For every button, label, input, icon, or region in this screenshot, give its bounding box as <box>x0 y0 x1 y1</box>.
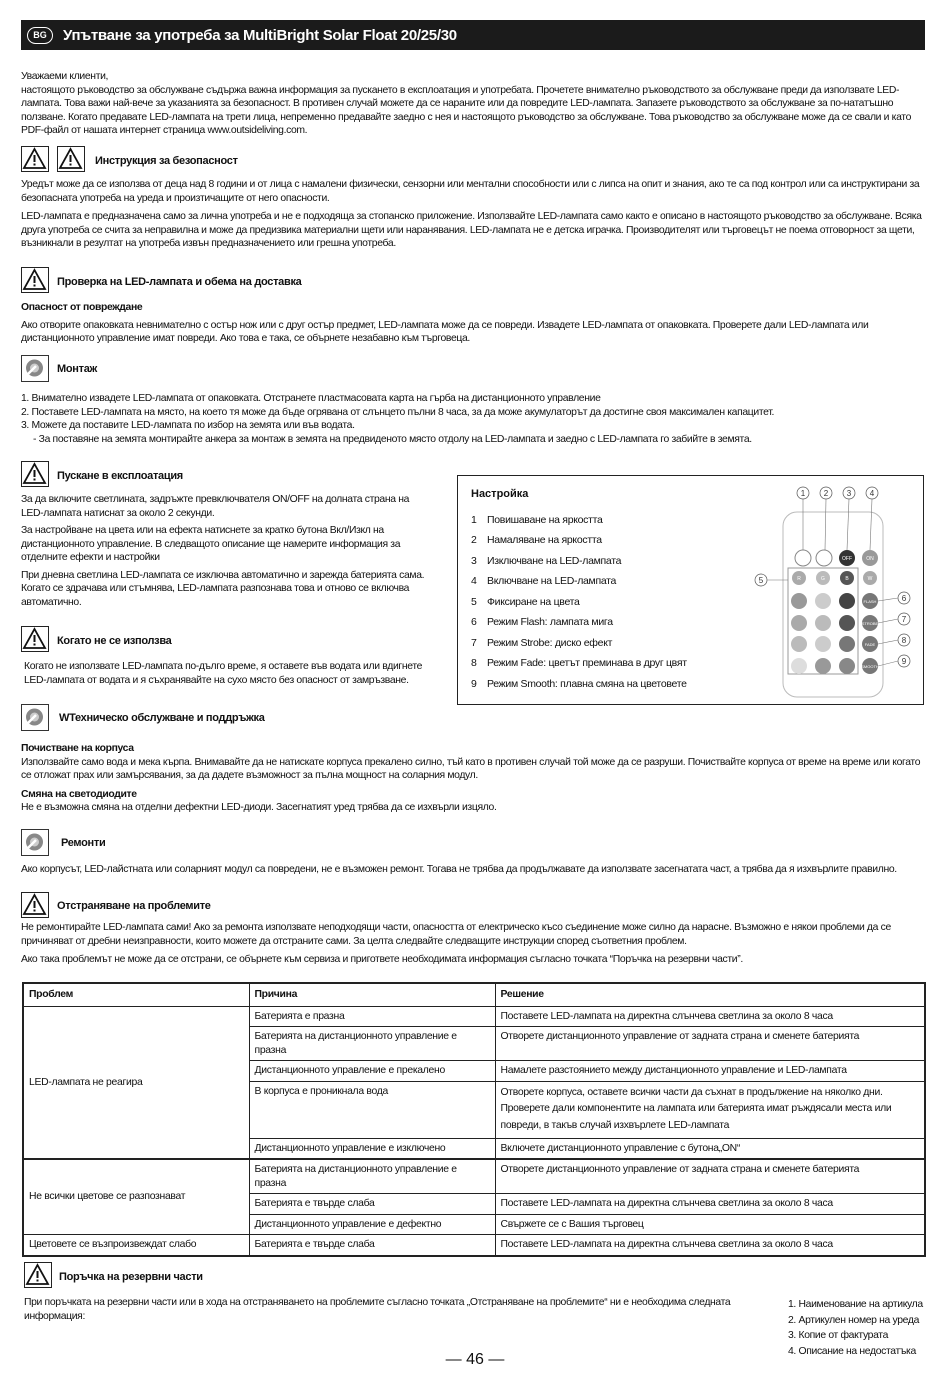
settings-item: 1 Повишаване на яркостта <box>471 514 603 526</box>
off-button-label: OFF <box>842 556 852 562</box>
cause-cell: Дистанционното управление е изключено <box>249 1138 495 1159</box>
repairs-title: Ремонти <box>61 837 106 849</box>
solution-cell: Поставете LED-лампата на директна слънчева светлина за около 8 часа <box>495 1006 925 1027</box>
warning-icon <box>21 461 49 487</box>
svg-text:8: 8 <box>901 636 907 645</box>
trouble-title: Отстраняване на проблемите <box>57 900 211 912</box>
settings-item: 8 Режим Fade: цветът преминава в друг цвят <box>471 657 687 669</box>
list-item: 1. Наименование на артикула <box>788 1299 923 1310</box>
svg-text:1: 1 <box>800 489 806 498</box>
parts-title: Поръчка на резервни части <box>59 1271 203 1283</box>
check-section <box>21 301 926 346</box>
check-text: Ако отворите опаковката невнимателно с остър нож или с друг остър предмет, LED-лампата може да се повреди. Извадете LED-лампата от опаковката. Проверете дали LED-лампата или дистанционното управление имат повреди. Ако това е така, се обърнете незабавно към търговеца. <box>21 319 869 345</box>
safety-paragraph: Уредът може да се използва от деца над 8 години и от лица с намалени физически, сензорни или ментални способности или с липса на опит и знания, ако те са под контрол или са инструктирани за безопасната употреба на уреда и произтичащите от него опасности. <box>21 179 920 204</box>
parts-text: При поръчката на резервни части или в хода на отстраняването на проблемите съгласно точката „Отстраняване на проблемите“ ни е необходима следната информация: <box>24 1297 731 1322</box>
column-header: Решение <box>495 983 925 1006</box>
warning-icon <box>24 1262 52 1288</box>
mount-steps <box>21 392 926 446</box>
tool-icon <box>21 829 49 856</box>
solution-cell: Отворете дистанционното управление от задната страна и сменете батерията <box>495 1159 925 1194</box>
unused-title: Когато не се използва <box>57 635 172 647</box>
warning-icon <box>57 146 85 172</box>
svg-text:4: 4 <box>869 489 875 498</box>
tool-icon <box>21 355 49 382</box>
svg-text:7: 7 <box>901 615 907 624</box>
cause-cell: Дистанционното управление е прекалено <box>249 1061 495 1082</box>
list-item: 2. Артикулен номер на уреда <box>788 1314 920 1326</box>
problem-cell: Не всички цветове се разпознават <box>23 1159 249 1235</box>
mount-step: 1. Внимателно извадете LED-лампата от опаковката. Отстранете пластмасовата карта на гърба на дистанционното управление <box>21 393 601 404</box>
trouble-paragraph: Ако така проблемът не може да се отстрани, се обърнете към сервиза и пригответе необходимата информация съгласно точката “Поръчка на резервни части”. <box>21 954 743 966</box>
intro-text: настоящото ръководство за обслужване съдържа важна информация за пускането в експлоатация и употребата. Прочетете внимателно ръководството за обслужване преди да използвате LED-лампата. Това важи най-вече за указанията за безопасност. В противен случай можете да се нараните или да повредите LED-лампата. Запазете ръководството за обслужване за по-нататъшно ползване. Когато предавате LED-лампата на трети лица, непременно предавайте заедно с нея и настоящото ръководство за обслужване. Това ръководство за обслужване може да се свали и като PDF-файл от нашата интернет страница www.outsideliving.com. <box>21 84 912 137</box>
maintenance-title: WТехническо обслужване и поддръжка <box>59 712 265 724</box>
warning-icon <box>21 146 49 172</box>
svg-text:2: 2 <box>823 489 829 498</box>
list-item: 3. Копие от фактурата <box>788 1330 889 1342</box>
page-number: — 46 — <box>445 1351 505 1368</box>
cause-cell: Батерията е твърде слаба <box>249 1194 495 1215</box>
check-subtitle: Опасност от повреждане <box>21 302 143 313</box>
warning-icon <box>21 626 49 652</box>
svg-text:B: B <box>845 576 849 582</box>
solution-cell: Поставете LED-лампата на директна слънчева светлина за около 8 часа <box>495 1194 925 1215</box>
safety-section <box>21 178 926 251</box>
svg-text:3: 3 <box>846 489 852 498</box>
safety-paragraph: LED-лампата е предназначена само за лична употреба и не е подходяща за стопанско приложение. Използвайте LED-лампата само както е описано в настоящото ръководство за обслужване. Всяка друга употреба се счита за неправилна и може да предизвика материални щети или наранявания. LED-лампата не е детска играчка. Производителят или търговецът не поема отговорност за щети, възникнали в резултат на употреба извън предназначението или грешна употреба. <box>21 211 922 250</box>
svg-text:FADE: FADE <box>864 642 876 647</box>
settings-item: 6 Режим Flash: лампата мига <box>471 616 613 628</box>
table-row <box>23 1235 925 1256</box>
cause-cell: Батерията е твърде слаба <box>249 1235 495 1256</box>
list-item: 4. Описание на недостатъка <box>788 1345 916 1357</box>
settings-item: 2 Намаляване на яркостта <box>471 534 602 546</box>
settings-item: 9 Режим Smooth: плавна смяна на цветовете <box>471 678 687 690</box>
settings-panel <box>457 475 924 705</box>
language-badge: BG <box>27 27 53 44</box>
on-button-label: ON <box>866 556 874 562</box>
remote-control-illustration <box>753 484 913 699</box>
intro-section <box>21 70 926 138</box>
column-header: Причина <box>249 983 495 1006</box>
table-row <box>23 1159 925 1194</box>
tool-icon <box>21 704 49 731</box>
mount-step: 3. Можете да поставите LED-лампата по избор на земята или във водата. <box>21 420 355 432</box>
settings-title: Настройка <box>471 488 529 500</box>
settings-item: 4 Включване на LED-лампата <box>471 575 617 587</box>
cause-cell: Батерията на дистанционното управление е празна <box>249 1027 495 1061</box>
operation-section <box>21 493 426 609</box>
cause-cell: Батерията на дистанционното управление е празна <box>249 1159 495 1194</box>
repairs-text: Ако корпусът, LED-лайстната или соларният модул са повредени, не е възможен ремонт. Тогава не трябва да продължавате да използвате засегнатата част, а трябва да я изхвърлите правилно. <box>21 864 897 875</box>
table-row <box>23 1006 925 1027</box>
table-header-row <box>23 983 925 1006</box>
solution-cell: Отворете дистанционното управление от задната страна и сменете батерията <box>495 1027 925 1061</box>
problem-cell: Цветовете се възпроизвеждат слабо <box>23 1235 249 1256</box>
cause-cell: Батерията е празна <box>249 1006 495 1027</box>
problem-cell: LED-лампата не реагира <box>23 1006 249 1159</box>
maintenance-subtitle: Смяна на светодиодите <box>21 788 137 800</box>
settings-item: 7 Режим Strobe: диско ефект <box>471 637 613 649</box>
svg-text:STROBE: STROBE <box>861 621 879 626</box>
svg-text:9: 9 <box>901 657 907 666</box>
page-header <box>21 20 925 50</box>
column-header: Проблем <box>23 983 249 1006</box>
svg-text:6: 6 <box>901 594 907 603</box>
cause-cell: Дистанционното управление е дефектно <box>249 1214 495 1235</box>
trouble-section <box>21 921 926 967</box>
check-title: Проверка на LED-лампата и обема на доставка <box>57 276 302 288</box>
solution-cell: Поставете LED-лампата на директна слънчева светлина за около 8 часа <box>495 1235 925 1256</box>
safety-title: Инструкция за безопасност <box>95 155 238 167</box>
svg-text:G: G <box>821 576 825 582</box>
operation-title: Пускане в експлоатация <box>57 470 183 482</box>
troubleshooting-table <box>22 982 926 1257</box>
svg-text:R: R <box>797 576 801 582</box>
svg-text:FLASH: FLASH <box>863 599 877 604</box>
settings-item: 5 Фиксиране на цвета <box>471 596 580 608</box>
mount-step: - За поставяне на земята монтирайте анкера за монтаж в земята на предвиденото място отдолу на LED-лампата и заедно с LED-лампата го забийте в земята. <box>33 433 752 445</box>
svg-text:W: W <box>867 576 873 582</box>
trouble-paragraph: Не ремонтирайте LED-лампата сами! Ако за ремонта използвате неподходящи части, опасността от електрическо късо съединение може силно да нарасне. Възможно е някои проблеми да се причиняват от дребни неизправности, които можете да отстраните сами. За целта следвайте следващите инструкции според съответния проблем. <box>21 922 891 947</box>
maintenance-text: Използвайте само вода и мека кърпа. Внимавайте да не натискате корпуса прекалено силно, тъй като в противен случай той може да се разруши. Почиствайте корпуса от време на време или когато се отложат прах или замърсявания, за да дадете възможност за пълна мощност на соларния модул. <box>21 756 921 782</box>
unused-text: Когато не използвате LED-лампата по-дълго време, я оставете във водата или вдигнете LED-лампата от водата и я съхранявайте на сухо място без опасност от замръзване. <box>24 661 423 686</box>
maintenance-text: Не е възможна смяна на отделни дефектни LED-диоди. Засегнатият уред трябва да се изхвърли изцяло. <box>21 802 497 814</box>
cause-cell: В корпуса е проникнала вода <box>249 1081 495 1138</box>
maintenance-section <box>21 742 926 815</box>
svg-text:5: 5 <box>758 576 764 585</box>
solution-cell: Включете дистанционното управление с бутона„ON“ <box>495 1138 925 1159</box>
solution-cell: Намалете разстоянието между дистанционното управление и LED-лампата <box>495 1061 925 1082</box>
intro-greeting: Уважаеми клиенти, <box>21 71 109 82</box>
settings-item: 3 Изключване на LED-лампата <box>471 555 622 567</box>
operation-paragraph: При дневна светлина LED-лампата се изключва автоматично и зарежда батерията сама. Когато се здрачава или стъмнява, LED-лампата разпознава това и отново се включва автоматично. <box>21 569 425 608</box>
solution-cell: Отворете корпуса, оставете всички части да съхнат в продължение на няколко дни. Проверете дали компонентите на лампата или батерията имат ръждясали места или повреди, в такъв случай изхвърлете LED-лампата <box>495 1081 925 1138</box>
svg-text:SMOOTH: SMOOTH <box>861 664 879 669</box>
page-title: Упътване за употреба за MultiBright Solar Float 20/25/30 <box>63 27 457 44</box>
solution-cell: Свържете се с Вашия търговец <box>495 1214 925 1235</box>
operation-paragraph: За да включите светлината, задръжте превключвателя ON/OFF на долната страна на LED-лампата натиснат за около 2 секунди. <box>21 494 410 519</box>
warning-icon <box>21 267 49 293</box>
mount-title: Монтаж <box>57 363 98 375</box>
maintenance-subtitle: Почистване на корпуса <box>21 743 134 754</box>
operation-paragraph: За настройване на цвета или на ефекта натиснете за кратко бутона Вкл/Изкл на дистанционното управление. В следващото описание ще намерите информация за отделните ефекти и настройки <box>21 525 401 564</box>
mount-step: 2. Поставете LED-лампата на място, на което тя може да бъде огрявана от слънцето пълни 8 часа, за да може акумулаторът да достигне своя максимален капацитет. <box>21 406 775 418</box>
warning-icon <box>21 892 49 918</box>
